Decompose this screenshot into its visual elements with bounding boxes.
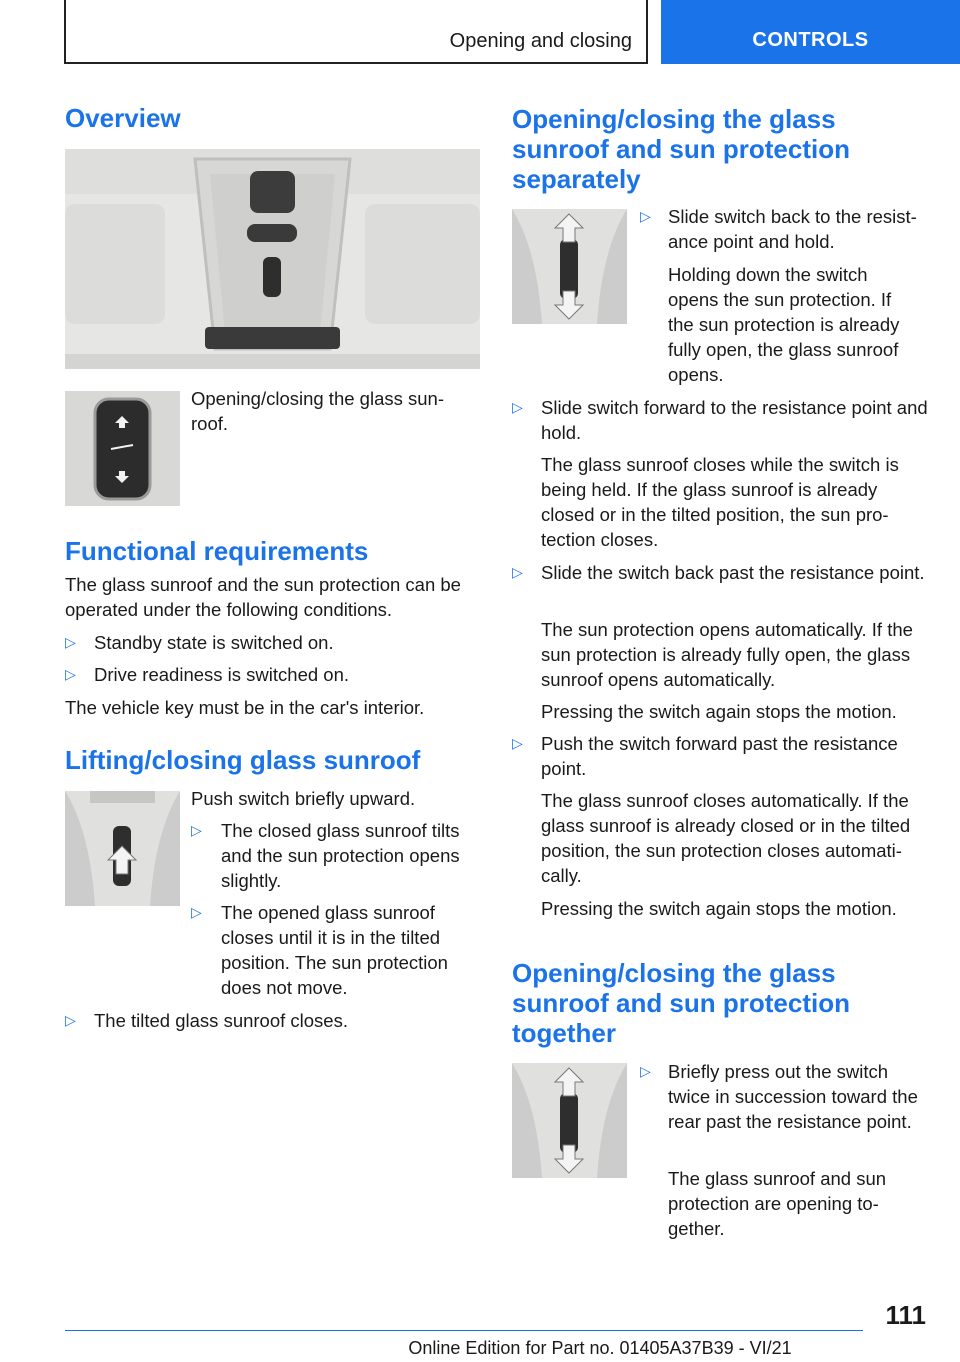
bullet-icon: ▷: [65, 634, 76, 650]
footer-divider: [65, 1330, 863, 1331]
together-heading: Opening/closing the glass sunroof and sun protection together: [512, 958, 850, 1048]
sep-bullet-4: Push the switch forward past the resistance point.: [541, 733, 898, 779]
tog-bullet-1-detail: The glass sunroof and sun protection are opening to-gether.: [668, 1168, 887, 1239]
bullet-icon: ▷: [512, 735, 523, 751]
sep-bullet-2-detail: The glass sunroof closes while the switch is being held. If the glass sunroof is already closed or in the tilted position, the sun pro-tection closes.: [541, 454, 899, 550]
tog-bullet-1: Briefly press out the switch twice in succession toward the rear past the resistance point.: [668, 1061, 918, 1132]
sep-bullet-3-detail: The sun protection opens automatically. If the sun protection is already fully open, the glass sunroof opens automatically.: [541, 619, 913, 690]
header-section-box: [64, 0, 648, 64]
lift-bullet-1: The closed glass sunroof tilts and the sun protection opens slightly.: [221, 820, 460, 891]
bullet-icon: ▷: [640, 208, 651, 224]
bullet-icon: ▷: [65, 1012, 76, 1028]
header-section-title: Opening and closing: [449, 30, 632, 52]
footer-edition: Online Edition for Part no. 01405A37B39 - VI/21: [408, 1338, 792, 1358]
sep-bullet-1-detail: Holding down the switch opens the sun protection. If the sun protection is already fully open, the glass sunroof opens.: [668, 264, 900, 385]
lift-last-bullet: The tilted glass sunroof closes.: [94, 1010, 348, 1031]
separately-heading: Opening/closing the glass sunroof and sun protection separately: [512, 104, 850, 194]
bullet-icon: ▷: [512, 564, 523, 580]
overview-image: [65, 149, 480, 369]
bullet-icon: ▷: [65, 666, 76, 682]
overview-heading: Overview: [65, 103, 181, 133]
func-bullet-2: Drive readiness is switched on.: [94, 664, 349, 685]
func-note: The vehicle key must be in the car's interior.: [65, 697, 425, 718]
lift-intro: Push switch briefly upward.: [191, 788, 416, 809]
sep-bullet-4-stop: Pressing the switch again stops the motion.: [541, 898, 897, 919]
bullet-icon: ▷: [191, 822, 202, 838]
header-chapter-tab[interactable]: CONTROLS: [661, 0, 960, 64]
func-bullet-1: Standby state is switched on.: [94, 632, 334, 653]
sep-bullet-3-stop: Pressing the switch again stops the motion.: [541, 701, 897, 722]
bullet-icon: ▷: [512, 399, 523, 415]
bullet-icon: ▷: [640, 1063, 651, 1079]
page-number: 111: [885, 1300, 926, 1330]
bullet-icon: ▷: [191, 904, 202, 920]
switch-image: [65, 391, 180, 506]
sep-bullet-2: Slide switch forward to the resistance point and hold.: [541, 397, 928, 443]
sep-bullet-3: Slide the switch back past the resistance point.: [541, 562, 925, 583]
lift-switch-image: [65, 791, 180, 906]
separately-switch-image: [512, 209, 627, 324]
sep-bullet-1: Slide switch back to the resist-ance point and hold.: [668, 206, 917, 252]
lifting-closing-heading: Lifting/closing glass sunroof: [65, 745, 421, 775]
together-switch-image: [512, 1063, 627, 1178]
functional-requirements-heading: Functional requirements: [65, 536, 369, 566]
overview-caption: Opening/closing the glass sun- roof.: [191, 388, 444, 434]
sep-bullet-4-detail: The glass sunroof closes automatically. If the glass sunroof is already closed or in the tilted position, the sun protection closes automati-cally.: [541, 790, 911, 886]
lift-bullet-2: The opened glass sunroof closes until it is in the tilted position. The sun protection does not move.: [221, 902, 448, 998]
functional-requirements-text: The glass sunroof and the sun protection can be operated under the following conditions.: [65, 574, 461, 620]
